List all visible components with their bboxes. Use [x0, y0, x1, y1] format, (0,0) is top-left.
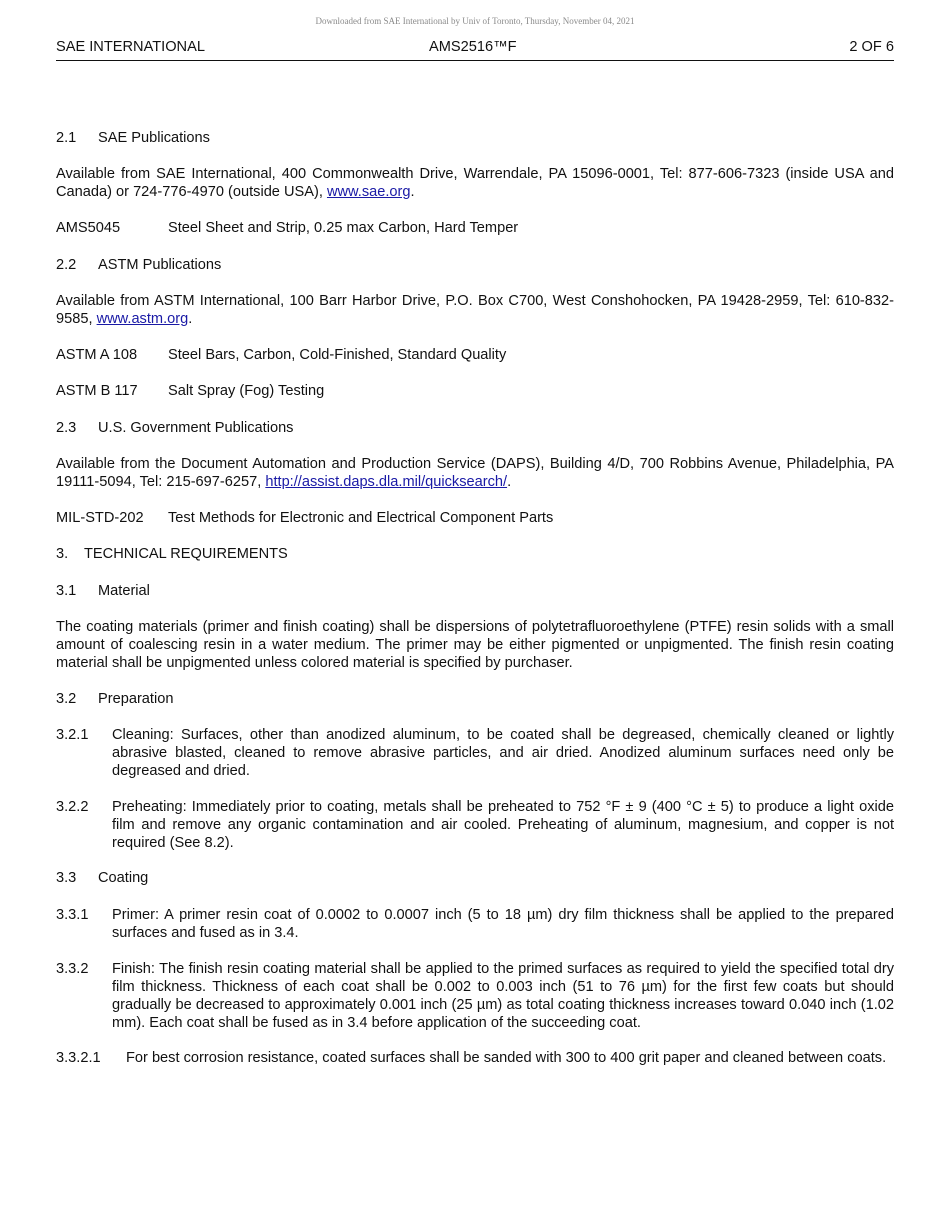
- assist-quicksearch-link[interactable]: http://assist.daps.dla.mil/quicksearch/: [265, 474, 508, 490]
- section-number: 3.2.2: [56, 799, 89, 815]
- section-2-3-availability: [56, 455, 894, 491]
- reference-title: Test Methods for Electronic and Electrical Component Parts: [168, 510, 554, 526]
- reference-title: Steel Bars, Carbon, Cold-Finished, Standard Quality: [168, 347, 507, 363]
- reference-code: ASTM B 117: [56, 383, 138, 399]
- section-number: 3.2: [56, 691, 77, 707]
- section-3-1-text: The coating materials (primer and finish coating) shall be dispersions of polytetrafluoroethylene (PTFE) resin solids with a small amount of coalescing resin in a water medium. The primer may be either pigmented or unpigmented. The finish resin coating material shall be unpigmented unless colored material is specified by purchaser.: [56, 619, 894, 671]
- reference-code: AMS5045: [56, 220, 121, 236]
- section-3-3-heading: [56, 869, 894, 887]
- period: .: [410, 184, 415, 200]
- period: .: [188, 311, 193, 327]
- section-3-heading: [56, 545, 894, 563]
- section-title: Coating: [98, 870, 149, 886]
- section-text: Finish: The finish resin coating material shall be applied to the primed surfaces as required to yield the specified total dry film thickness. Thickness of each coat shall be 0.002 to 0.003 inch (51 to 76 µm) for the first few coats but should gradually be decreased to approximately 0.001 inch (25 µm) as total coating thickness increases toward 0.040 inch (1.02 mm). Each coat shall be fused as in 3.4 before application of the succeeding coat.: [112, 961, 894, 1031]
- reference-mil-std-202: [56, 509, 894, 527]
- section-number: 3.1: [56, 583, 77, 599]
- section-title: TECHNICAL REQUIREMENTS: [84, 546, 288, 562]
- section-title: SAE Publications: [98, 130, 210, 146]
- section-number: 3.: [56, 546, 69, 562]
- section-title: Material: [98, 583, 150, 599]
- header-page-number: 2 OF 6: [849, 39, 894, 55]
- section-title: Preparation: [98, 691, 174, 707]
- section-title: U.S. Government Publications: [98, 420, 294, 436]
- section-3-2-heading: [56, 690, 894, 708]
- download-watermark: Downloaded from SAE International by Univ of Toronto, Thursday, November 04, 2021: [315, 16, 635, 26]
- section-2-1-availability: [56, 165, 894, 201]
- astm-website-link[interactable]: www.astm.org: [96, 311, 189, 327]
- section-number: 3.2.1: [56, 727, 89, 743]
- section-number: 3.3.2.1: [56, 1050, 101, 1066]
- availability-text: Available from SAE International, 400 Commonwealth Drive, Warrendale, PA 15096-0001, Tel: 877-606-7323 (inside USA and Canada) or 724-776-4970 (outside USA),: [56, 166, 894, 200]
- section-text: Cleaning: Surfaces, other than anodized aluminum, to be coated shall be degreased, chemically cleaned or lightly abrasive blasted, cleaned to remove abrasive particles, and air dried. Anodized aluminum surfaces need only be degreased and dried.: [112, 727, 894, 779]
- reference-title: Salt Spray (Fog) Testing: [168, 383, 325, 399]
- section-number: 2.2: [56, 257, 77, 273]
- availability-text: Available from ASTM International, 100 Barr Harbor Drive, P.O. Box C700, West Conshohocken, PA 19428-2959, Tel: 610-832-9585,: [56, 293, 894, 327]
- header-document-id: AMS2516™F: [429, 39, 517, 55]
- section-text: For best corrosion resistance, coated surfaces shall be sanded with 300 to 400 grit paper and cleaned between coats.: [126, 1050, 887, 1066]
- section-2-3-heading: [56, 419, 894, 437]
- header-organization: SAE INTERNATIONAL: [56, 39, 205, 55]
- section-2-2-availability: [56, 292, 894, 328]
- section-2-2-heading: [56, 256, 894, 274]
- reference-ams5045: [56, 219, 894, 237]
- page-header: [56, 38, 894, 61]
- section-number: 2.1: [56, 130, 77, 146]
- reference-title: Steel Sheet and Strip, 0.25 max Carbon, Hard Temper: [168, 220, 519, 236]
- reference-code: MIL-STD-202: [56, 510, 144, 526]
- section-number: 3.3.1: [56, 907, 89, 923]
- reference-astm-a108: [56, 346, 894, 364]
- sae-website-link[interactable]: www.sae.org: [326, 184, 411, 200]
- section-number: 2.3: [56, 420, 77, 436]
- availability-text: Available from the Document Automation and Production Service (DAPS), Building 4/D, 700 Robbins Avenue, Philadelphia, PA 19111-5094, Tel: 215-697-6257,: [56, 456, 894, 490]
- section-number: 3.3: [56, 870, 77, 886]
- section-2-1-heading: [56, 129, 894, 147]
- section-text: Preheating: Immediately prior to coating, metals shall be preheated to 752 °F ± 9 (400 °C ± 5) to produce a light oxide film and remove any organic contamination and air cooled. Preheating of aluminum, magnesium, and copper is not required (See 8.2).: [112, 799, 894, 851]
- section-number: 3.3.2: [56, 961, 89, 977]
- reference-code: ASTM A 108: [56, 347, 138, 363]
- section-text: Primer: A primer resin coat of 0.0002 to 0.0007 inch (5 to 18 µm) dry film thickness shall be applied to the prepared surfaces and fused as in 3.4.: [112, 907, 894, 941]
- period: .: [507, 474, 512, 490]
- section-title: ASTM Publications: [98, 257, 222, 273]
- section-3-1-heading: [56, 582, 894, 600]
- reference-astm-b117: [56, 382, 894, 400]
